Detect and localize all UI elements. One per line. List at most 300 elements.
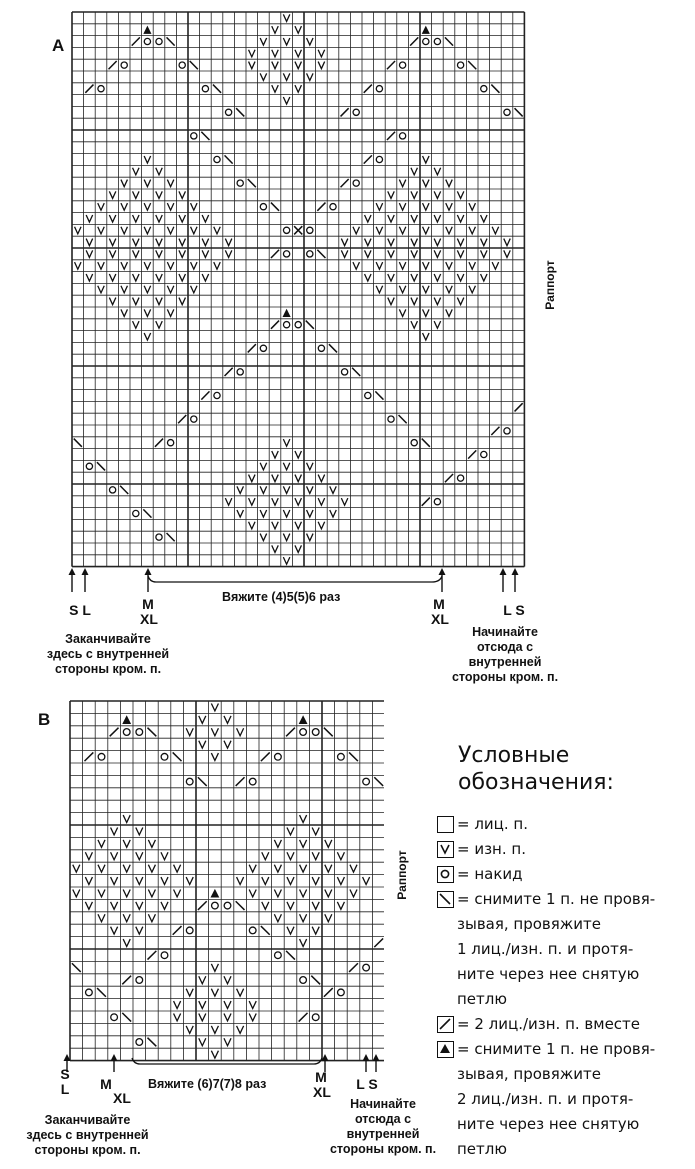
circle-yarn-over-icon [111, 1014, 118, 1021]
v-purl-icon [283, 557, 289, 564]
v-purl-icon [260, 73, 266, 80]
circle-yarn-over-icon [237, 369, 243, 375]
v-purl-icon [144, 180, 150, 187]
circle-yarn-over-icon [121, 62, 127, 68]
v-purl-icon [156, 239, 162, 246]
v-purl-icon [174, 865, 181, 872]
v-purl-icon [167, 203, 173, 210]
v-purl-icon [148, 889, 155, 896]
size-arrow-head [439, 568, 446, 575]
v-purl-icon [283, 510, 289, 517]
v-purl-icon [423, 333, 429, 340]
v-purl-icon [300, 815, 307, 822]
slash-k2tog-icon [248, 344, 256, 352]
v-purl-icon [437, 841, 454, 858]
v-purl-icon [249, 889, 256, 896]
v-purl-icon [225, 498, 231, 505]
circle-yarn-over-icon [376, 86, 382, 92]
v-purl-icon [262, 902, 269, 909]
chart-b-left-size-l: L [60, 1081, 70, 1097]
v-purl-icon [161, 902, 168, 909]
circle-yarn-over-icon [224, 902, 231, 909]
v-purl-icon [121, 286, 127, 293]
circle-yarn-over-icon [341, 369, 347, 375]
v-purl-icon [237, 728, 244, 735]
slash-k2tog-icon [155, 439, 163, 447]
v-purl-icon [272, 498, 278, 505]
v-purl-icon [504, 239, 510, 246]
circle-yarn-over-icon [437, 866, 454, 883]
v-purl-icon [186, 877, 193, 884]
v-purl-icon [202, 250, 208, 257]
v-purl-icon [249, 62, 255, 69]
v-purl-icon [121, 227, 127, 234]
circle-yarn-over-icon [156, 38, 162, 44]
v-purl-icon [287, 877, 294, 884]
v-purl-icon [446, 203, 452, 210]
v-purl-icon [307, 486, 313, 493]
chart-a-left-size-xl: XL [140, 611, 158, 627]
backslash-slip-icon [324, 728, 333, 737]
v-purl-icon [148, 914, 155, 921]
v-purl-icon [191, 262, 197, 269]
v-purl-icon [457, 298, 463, 305]
v-purl-icon [283, 486, 289, 493]
v-purl-icon [202, 239, 208, 246]
slash-k2tog-icon [410, 37, 418, 45]
v-purl-icon [148, 865, 155, 872]
backslash-slip-icon [445, 37, 453, 45]
v-purl-icon [144, 227, 150, 234]
v-purl-icon [434, 239, 440, 246]
backslash-slip-icon [491, 85, 499, 93]
slash-k2tog-icon [286, 728, 295, 737]
v-purl-icon [186, 1026, 193, 1033]
v-purl-icon [133, 215, 139, 222]
v-purl-icon [274, 889, 281, 896]
v-purl-icon [423, 309, 429, 316]
triangle-double-dec-icon [122, 715, 131, 724]
v-purl-icon [312, 852, 319, 859]
v-purl-icon [156, 298, 162, 305]
v-purl-icon [260, 38, 266, 45]
backslash-slip-icon [468, 61, 476, 69]
slash-k2tog-icon [85, 85, 93, 93]
slash-k2tog-icon [468, 450, 476, 458]
v-purl-icon [330, 486, 336, 493]
grid-lines [72, 12, 524, 567]
circle-yarn-over-icon [376, 156, 382, 162]
v-purl-icon [365, 274, 371, 281]
backslash-slip-icon [286, 951, 295, 960]
size-arrow-head [500, 568, 507, 575]
v-purl-icon [457, 191, 463, 198]
v-purl-icon [312, 827, 319, 834]
v-purl-icon [272, 62, 278, 69]
v-purl-icon [411, 215, 417, 222]
v-purl-icon [283, 97, 289, 104]
chart-a-end-note: Заканчивайте здесь с внутренней стороны кром. п. [46, 632, 170, 676]
backslash-slip-icon [147, 728, 156, 737]
v-purl-icon [434, 250, 440, 257]
v-purl-icon [274, 914, 281, 921]
chart-a-right-size-m: M [433, 596, 445, 612]
v-purl-icon [325, 914, 332, 921]
v-purl-icon [98, 865, 105, 872]
v-purl-icon [98, 286, 104, 293]
backslash-slip-icon [147, 1038, 156, 1047]
v-purl-icon [446, 262, 452, 269]
v-purl-icon [249, 498, 255, 505]
circle-yarn-over-icon [167, 440, 173, 446]
v-purl-icon [167, 262, 173, 269]
size-arrow-head [363, 1054, 370, 1061]
backslash-slip-icon [97, 988, 106, 997]
slash-k2tog-icon [178, 415, 186, 423]
v-purl-icon [225, 250, 231, 257]
v-purl-icon [399, 180, 405, 187]
triangle-double-dec-icon [422, 26, 430, 34]
triangle-double-dec-icon [299, 715, 308, 724]
legend-item-k2tog: = 2 лиц./изн. п. вместе [437, 1012, 693, 1037]
backslash-slip-icon [422, 439, 430, 447]
v-purl-icon [337, 877, 344, 884]
v-purl-icon [469, 262, 475, 269]
circle-yarn-over-icon [214, 392, 220, 398]
v-purl-icon [186, 989, 193, 996]
v-purl-icon [350, 865, 357, 872]
v-purl-icon [260, 463, 266, 470]
v-purl-icon [399, 286, 405, 293]
v-purl-icon [423, 180, 429, 187]
backslash-slip-icon [173, 752, 182, 761]
slash-k2tog-icon [341, 179, 349, 187]
backslash-slip-icon [437, 891, 454, 908]
slash-k2tog-icon [364, 155, 372, 163]
v-purl-icon [211, 989, 218, 996]
backslash-slip-icon [329, 344, 337, 352]
v-purl-icon [388, 191, 394, 198]
chart-b-right-sizes-small: L S [356, 1076, 378, 1092]
v-purl-icon [85, 902, 92, 909]
v-purl-icon [295, 475, 301, 482]
v-purl-icon [434, 298, 440, 305]
v-purl-icon [446, 286, 452, 293]
triangle-double-dec-icon [437, 1041, 454, 1058]
slash-k2tog-icon [437, 1016, 454, 1033]
chart-a-left-size-m: M [142, 596, 154, 612]
circle-yarn-over-icon [363, 778, 370, 785]
v-purl-icon [156, 250, 162, 257]
chart-b-left-size-s: S [60, 1066, 70, 1082]
v-purl-icon [109, 191, 115, 198]
v-purl-icon [399, 227, 405, 234]
circle-yarn-over-icon [434, 38, 440, 44]
slash-k2tog-icon [173, 926, 182, 935]
v-purl-icon [136, 827, 143, 834]
v-purl-icon [434, 168, 440, 175]
circle-yarn-over-icon [312, 1014, 319, 1021]
v-purl-icon [123, 889, 130, 896]
v-purl-icon [341, 239, 347, 246]
circle-yarn-over-icon [504, 109, 510, 115]
v-purl-icon [295, 26, 301, 33]
v-purl-icon [446, 180, 452, 187]
v-purl-icon [325, 840, 332, 847]
circle-yarn-over-icon [481, 451, 487, 457]
chart-b-left-size-xl: XL [113, 1090, 131, 1106]
v-purl-icon [318, 50, 324, 57]
v-purl-icon [283, 534, 289, 541]
v-purl-icon [136, 877, 143, 884]
slash-k2tog-icon [271, 250, 279, 258]
circle-yarn-over-icon [338, 989, 345, 996]
triangle-double-dec-icon [210, 889, 219, 898]
v-purl-icon [98, 914, 105, 921]
v-purl-icon [434, 274, 440, 281]
v-purl-icon [446, 227, 452, 234]
v-purl-icon [121, 262, 127, 269]
chart-a-left-sizes-small: S L [69, 602, 91, 618]
backslash-slip-icon [515, 108, 523, 116]
backslash-slip-icon [143, 509, 151, 517]
slash-k2tog-icon [341, 108, 349, 116]
circle-yarn-over-icon [318, 345, 324, 351]
v-purl-icon [365, 215, 371, 222]
circle-yarn-over-icon [504, 428, 510, 434]
v-purl-icon [481, 250, 487, 257]
backslash-slip-icon [261, 926, 270, 935]
v-purl-icon [457, 274, 463, 281]
v-purl-icon [109, 274, 115, 281]
v-purl-icon [156, 215, 162, 222]
v-purl-icon [423, 203, 429, 210]
v-purl-icon [272, 50, 278, 57]
v-purl-icon [283, 439, 289, 446]
circle-yarn-over-icon [156, 534, 162, 540]
v-purl-icon [202, 274, 208, 281]
v-purl-icon [86, 274, 92, 281]
v-purl-icon [167, 180, 173, 187]
v-purl-icon [86, 239, 92, 246]
v-purl-icon [492, 227, 498, 234]
v-purl-icon [249, 50, 255, 57]
circle-yarn-over-icon [237, 180, 243, 186]
v-purl-icon [312, 877, 319, 884]
v-purl-icon [109, 298, 115, 305]
backslash-slip-icon [236, 108, 244, 116]
v-purl-icon [211, 703, 218, 710]
v-purl-icon [136, 927, 143, 934]
v-purl-icon [307, 73, 313, 80]
v-purl-icon [133, 239, 139, 246]
v-purl-icon [423, 156, 429, 163]
circle-yarn-over-icon [275, 753, 282, 760]
circle-yarn-over-icon [86, 463, 92, 469]
circle-yarn-over-icon [307, 251, 313, 257]
v-purl-icon [144, 309, 150, 316]
v-purl-icon [283, 73, 289, 80]
v-purl-icon [111, 902, 118, 909]
v-purl-icon [174, 889, 181, 896]
v-purl-icon [376, 227, 382, 234]
v-purl-icon [325, 865, 332, 872]
v-purl-icon [272, 545, 278, 552]
triangle-double-dec-icon [143, 26, 151, 34]
circle-yarn-over-icon [300, 977, 307, 984]
v-purl-icon [179, 250, 185, 257]
v-purl-icon [300, 889, 307, 896]
v-purl-icon [133, 298, 139, 305]
v-purl-icon [399, 309, 405, 316]
circle-yarn-over-icon [186, 778, 193, 785]
v-purl-icon [211, 1026, 218, 1033]
chart-b-rapport-label: Раппорт [395, 850, 409, 900]
v-purl-icon [237, 989, 244, 996]
v-purl-icon [492, 262, 498, 269]
circle-yarn-over-icon [98, 753, 105, 760]
v-purl-icon [249, 1001, 256, 1008]
backslash-slip-icon [198, 777, 207, 786]
v-purl-icon [295, 50, 301, 57]
v-purl-icon [388, 239, 394, 246]
v-purl-icon [283, 463, 289, 470]
v-purl-icon [214, 227, 220, 234]
circle-yarn-over-icon [353, 180, 359, 186]
v-purl-icon [287, 927, 294, 934]
v-purl-icon [144, 286, 150, 293]
backslash-slip-icon [311, 976, 320, 985]
chart-a-repeat-label: Вяжите (4)5(5)6 раз [222, 590, 341, 604]
v-purl-icon [434, 321, 440, 328]
circle-yarn-over-icon [202, 86, 208, 92]
slash-k2tog-icon [122, 976, 131, 985]
slash-k2tog-icon [109, 61, 117, 69]
circle-yarn-over-icon [283, 227, 289, 233]
v-purl-icon [214, 262, 220, 269]
v-purl-icon [399, 203, 405, 210]
v-purl-icon [262, 877, 269, 884]
circle-yarn-over-icon [330, 204, 336, 210]
chart-a-right-sizes-small: L S [503, 602, 525, 618]
slash-k2tog-icon [201, 391, 209, 399]
v-purl-icon [341, 498, 347, 505]
chart-b-start-note: Начинайте отсюда с внутренней стороны кром. п. [329, 1097, 437, 1156]
empty-square-icon [437, 816, 454, 833]
v-purl-icon [161, 877, 168, 884]
slash-k2tog-icon [515, 403, 523, 411]
v-purl-icon [133, 321, 139, 328]
size-arrow-head [512, 568, 519, 575]
v-purl-icon [446, 309, 452, 316]
v-purl-icon [123, 815, 130, 822]
v-purl-icon [260, 486, 266, 493]
v-purl-icon [376, 203, 382, 210]
v-purl-icon [295, 85, 301, 92]
v-purl-icon [469, 203, 475, 210]
backslash-slip-icon [167, 533, 175, 541]
v-purl-icon [156, 274, 162, 281]
v-purl-icon [249, 522, 255, 529]
backslash-slip-icon [74, 439, 82, 447]
v-purl-icon [161, 852, 168, 859]
slash-k2tog-icon [349, 963, 358, 972]
backslash-slip-icon [271, 203, 279, 211]
circle-yarn-over-icon [312, 729, 319, 736]
v-purl-icon [167, 227, 173, 234]
circle-yarn-over-icon [457, 475, 463, 481]
circle-yarn-over-icon [307, 227, 313, 233]
circle-yarn-over-icon [300, 729, 307, 736]
v-purl-icon [98, 840, 105, 847]
v-purl-icon [411, 250, 417, 257]
slash-k2tog-icon [387, 132, 395, 140]
repeat-bracket [132, 1058, 322, 1064]
v-purl-icon [144, 203, 150, 210]
slash-k2tog-icon [271, 321, 279, 329]
chart-b-right-size-xl: XL [313, 1084, 331, 1100]
slash-k2tog-icon [491, 427, 499, 435]
v-purl-icon [98, 203, 104, 210]
legend-item-knit: = лиц. п. [437, 812, 693, 837]
v-purl-icon [109, 239, 115, 246]
v-purl-icon [272, 26, 278, 33]
v-purl-icon [237, 1026, 244, 1033]
v-purl-icon [109, 215, 115, 222]
v-purl-icon [237, 486, 243, 493]
repeat-bracket [148, 576, 442, 582]
v-purl-icon [156, 168, 162, 175]
v-purl-icon [300, 840, 307, 847]
v-purl-icon [337, 852, 344, 859]
v-purl-icon [423, 286, 429, 293]
slash-k2tog-icon [225, 368, 233, 376]
v-purl-icon [249, 865, 256, 872]
v-purl-icon [179, 191, 185, 198]
v-purl-icon [199, 976, 206, 983]
v-purl-icon [121, 309, 127, 316]
v-purl-icon [156, 321, 162, 328]
v-purl-icon [75, 262, 81, 269]
circle-yarn-over-icon [283, 251, 289, 257]
circle-yarn-over-icon [283, 322, 289, 328]
v-purl-icon [249, 1013, 256, 1020]
v-purl-icon [274, 840, 281, 847]
slash-k2tog-icon [324, 988, 333, 997]
circle-yarn-over-icon [214, 156, 220, 162]
chart-b-size-arrows [58, 1052, 388, 1074]
triangle-double-dec-icon [283, 309, 291, 317]
v-purl-icon [179, 215, 185, 222]
v-purl-icon [260, 534, 266, 541]
circle-yarn-over-icon [133, 510, 139, 516]
circle-yarn-over-icon [98, 86, 104, 92]
chart-a-rapport-label: Раппорт [543, 260, 557, 310]
v-purl-icon [274, 865, 281, 872]
v-purl-icon [191, 227, 197, 234]
v-purl-icon [376, 286, 382, 293]
chart-a-start-note: Начинайте отсюда с внутренней стороны кром. п. [451, 625, 559, 684]
v-purl-icon [411, 321, 417, 328]
v-purl-icon [111, 852, 118, 859]
slash-k2tog-icon [84, 752, 93, 761]
v-purl-icon [199, 1013, 206, 1020]
circle-yarn-over-icon [212, 902, 219, 909]
circle-yarn-over-icon [161, 952, 168, 959]
v-purl-icon [75, 227, 81, 234]
slash-k2tog-icon [198, 901, 207, 910]
v-purl-icon [388, 274, 394, 281]
